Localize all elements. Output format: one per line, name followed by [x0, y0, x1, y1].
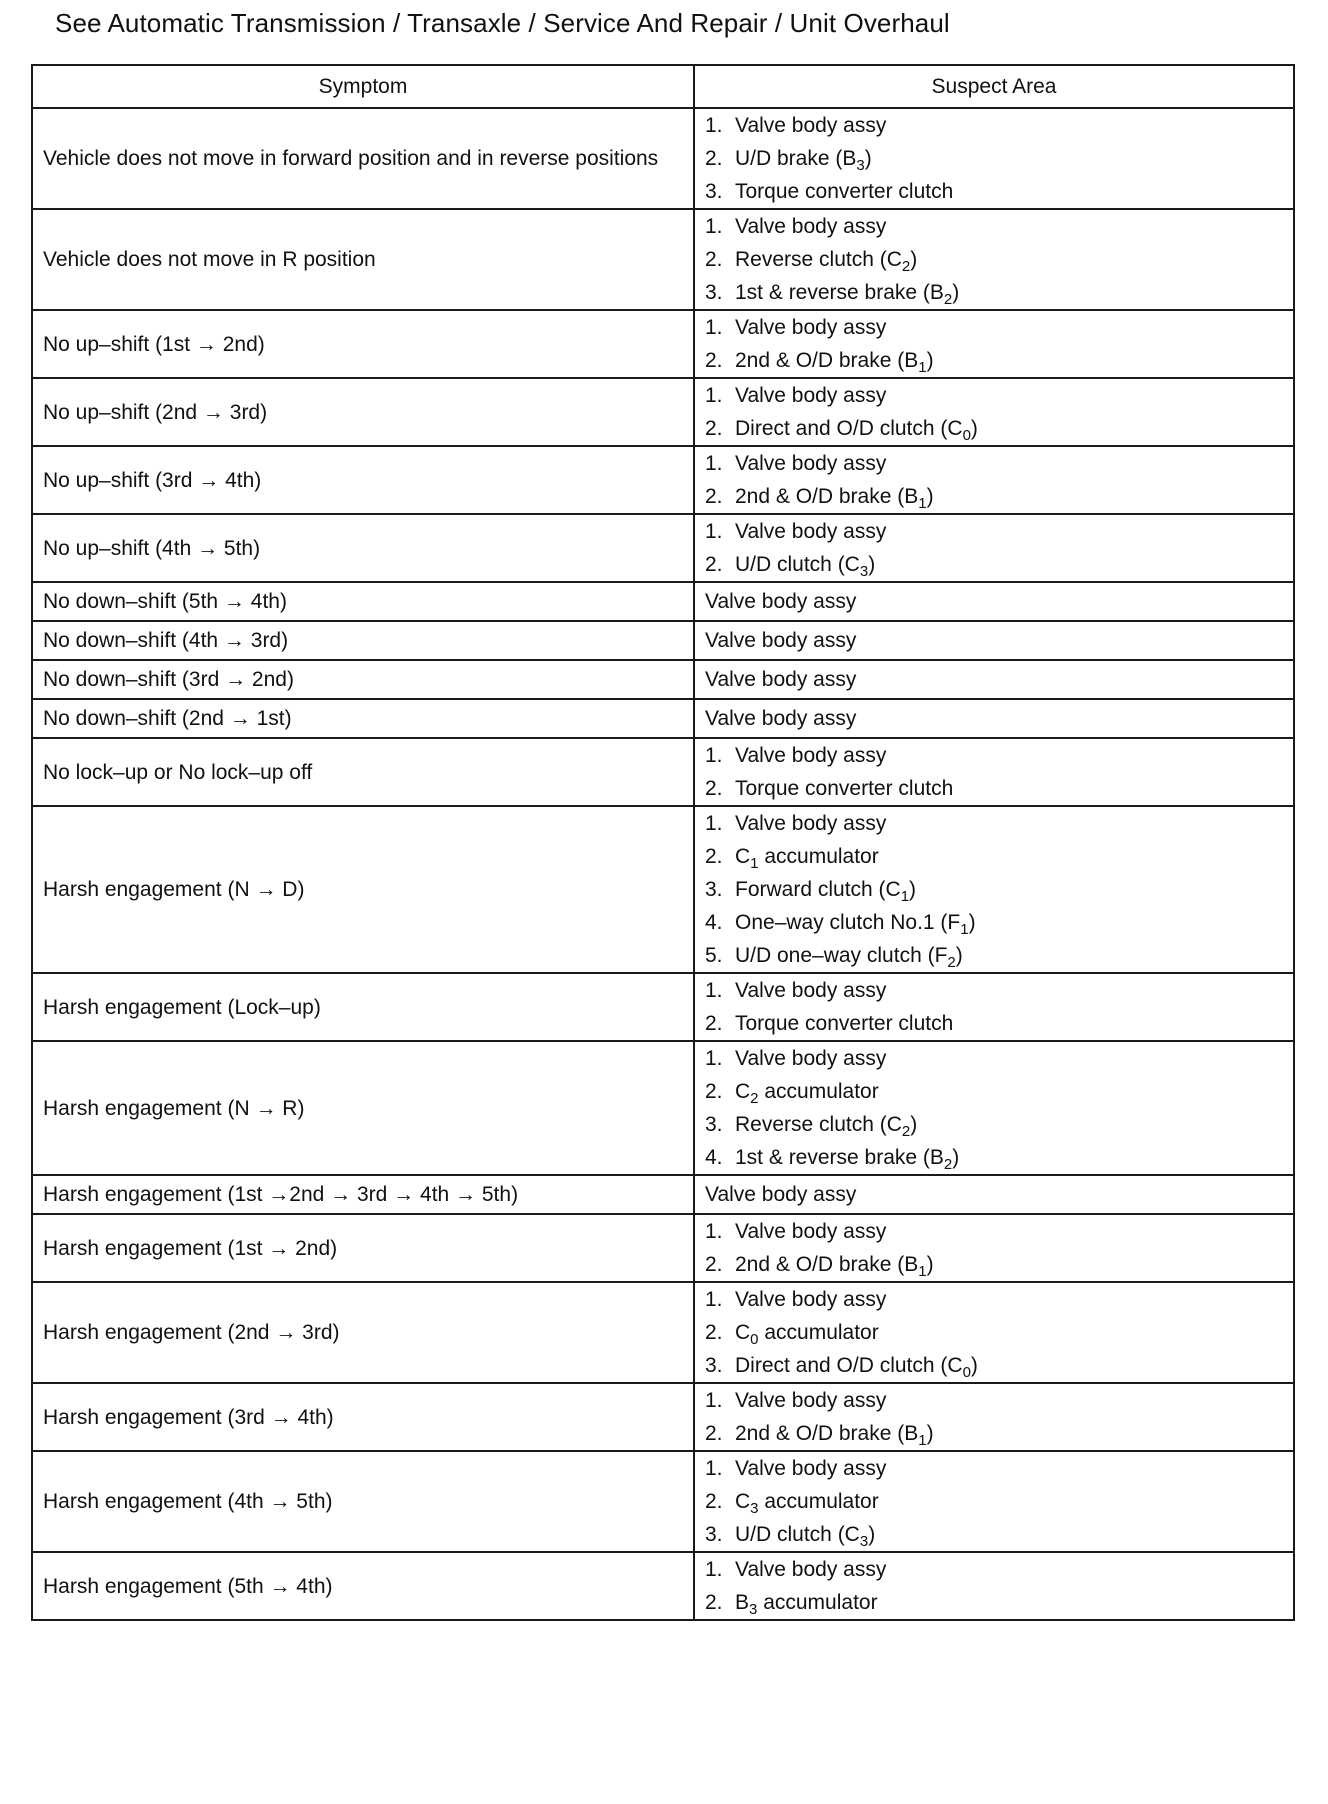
item-text: Valve body assy — [735, 215, 887, 238]
symptom-cell: No down–shift (5th → 4th) — [32, 582, 694, 621]
suspect-area-item — [705, 1108, 1283, 1141]
item-text: Valve body assy — [735, 384, 887, 407]
item-text-suffix: ) — [910, 248, 918, 271]
item-number: 1. — [705, 1288, 723, 1311]
suspect-area-cell — [694, 1175, 1294, 1214]
item-text: Forward clutch (C — [735, 878, 901, 901]
symptom-cell: Harsh engagement (1st →2nd → 3rd → 4th → 5th) — [32, 1175, 694, 1214]
item-text: 1st & reverse brake (B — [735, 281, 944, 304]
item-subscript: 2 — [943, 291, 953, 308]
table-row — [32, 660, 1294, 699]
table-body — [32, 108, 1294, 1620]
item-subscript: 2 — [901, 1123, 911, 1140]
item-number: 2. — [705, 147, 723, 170]
suspect-area-cell — [694, 514, 1294, 582]
item-text-suffix: accumulator — [758, 1321, 879, 1344]
item-text: Valve body assy — [735, 452, 887, 475]
item-text-suffix: ) — [868, 553, 876, 576]
item-subscript: 0 — [962, 427, 971, 444]
table-row — [32, 310, 1294, 378]
item-text: Direct and O/D clutch (C — [735, 1354, 963, 1377]
suspect-area-cell — [694, 582, 1294, 621]
symptom-cell: Harsh engagement (4th → 5th) — [32, 1451, 694, 1552]
suspect-area-item — [705, 515, 1283, 548]
item-text: Valve body assy — [735, 1558, 887, 1581]
item-number: 2. — [705, 1591, 723, 1614]
suspect-area-item — [705, 142, 1283, 175]
suspect-area-item — [705, 1178, 1283, 1211]
item-number: 3. — [705, 1113, 723, 1136]
suspect-area-item — [705, 243, 1283, 276]
item-number: 2. — [705, 1012, 723, 1035]
item-number: 4. — [705, 911, 723, 934]
table-row — [32, 973, 1294, 1041]
suspect-area-item — [705, 1215, 1283, 1248]
suspect-area-item — [705, 480, 1283, 513]
symptom-cell: No down–shift (2nd → 1st) — [32, 699, 694, 738]
item-number: 1. — [705, 744, 723, 767]
suspect-area-item — [705, 906, 1283, 939]
suspect-area-cell — [694, 378, 1294, 446]
item-text: Valve body assy — [735, 114, 887, 137]
suspect-area-cell — [694, 108, 1294, 209]
item-number: 2. — [705, 1422, 723, 1445]
item-number: 2. — [705, 845, 723, 868]
item-number: 2. — [705, 1253, 723, 1276]
item-text: 1st & reverse brake (B — [735, 1146, 944, 1169]
suspect-area-item — [705, 974, 1283, 1007]
item-number: 2. — [705, 349, 723, 372]
suspect-area-cell — [694, 973, 1294, 1041]
item-text: Valve body assy — [705, 590, 857, 613]
suspect-area-item — [705, 1283, 1283, 1316]
item-text: Valve body assy — [735, 316, 887, 339]
symptom-cell: No up–shift (3rd → 4th) — [32, 446, 694, 514]
table-row — [32, 806, 1294, 973]
suspect-area-item — [705, 1007, 1283, 1040]
item-text: Valve body assy — [705, 1183, 857, 1206]
item-text: U/D clutch (C — [735, 553, 860, 576]
symptom-cell: Harsh engagement (1st → 2nd) — [32, 1214, 694, 1282]
item-number: 3. — [705, 1523, 723, 1546]
item-text-suffix: ) — [926, 1422, 934, 1445]
suspect-area-item — [705, 873, 1283, 906]
item-subscript: 3 — [859, 563, 869, 580]
suspect-area-cell — [694, 699, 1294, 738]
item-text: Valve body assy — [735, 979, 887, 1002]
symptom-cell: Harsh engagement (5th → 4th) — [32, 1552, 694, 1620]
item-number: 1. — [705, 114, 723, 137]
page-title: See Automatic Transmission / Transaxle / Service And Repair / Unit Overhaul — [55, 8, 950, 38]
item-subscript: 1 — [960, 921, 969, 938]
suspect-area-item — [705, 276, 1283, 309]
item-text: One–way clutch No.1 (F — [735, 911, 961, 934]
suspect-area-item — [705, 379, 1283, 412]
table-row — [32, 514, 1294, 582]
table-row — [32, 1383, 1294, 1451]
symptom-cell: Vehicle does not move in forward position and in reverse positions — [32, 108, 694, 209]
item-text-suffix: ) — [952, 1146, 960, 1169]
item-text-suffix: ) — [968, 911, 976, 934]
item-text: 2nd & O/D brake (B — [735, 1422, 919, 1445]
item-text: C — [735, 845, 751, 868]
suspect-area-item — [705, 1349, 1283, 1382]
item-text-suffix: accumulator — [758, 1080, 879, 1103]
suspect-area-cell — [694, 660, 1294, 699]
item-number: 2. — [705, 1321, 723, 1344]
symptom-table — [31, 64, 1295, 1621]
item-text: 2nd & O/D brake (B — [735, 349, 919, 372]
item-text: 2nd & O/D brake (B — [735, 485, 919, 508]
item-number: 2. — [705, 1080, 723, 1103]
item-text-suffix: accumulator — [758, 845, 879, 868]
item-number: 1. — [705, 316, 723, 339]
item-subscript: 1 — [750, 855, 759, 872]
item-text-suffix: ) — [926, 1253, 934, 1276]
symptom-cell: Harsh engagement (N → R) — [32, 1041, 694, 1175]
item-number: 1. — [705, 979, 723, 1002]
symptom-cell: No down–shift (3rd → 2nd) — [32, 660, 694, 699]
symptom-cell: No up–shift (4th → 5th) — [32, 514, 694, 582]
suspect-area-item — [705, 1452, 1283, 1485]
item-number: 5. — [705, 944, 723, 967]
item-number: 1. — [705, 1457, 723, 1480]
suspect-area-item — [705, 624, 1283, 657]
suspect-area-item — [705, 702, 1283, 735]
suspect-area-item — [705, 1248, 1283, 1281]
suspect-area-item — [705, 1553, 1283, 1586]
suspect-area-cell — [694, 738, 1294, 806]
suspect-area-cell — [694, 209, 1294, 310]
item-number: 1. — [705, 1047, 723, 1070]
item-text: Torque converter clutch — [735, 180, 954, 203]
item-number: 1. — [705, 520, 723, 543]
item-subscript: 0 — [962, 1364, 971, 1381]
suspect-area-item — [705, 585, 1283, 618]
item-subscript: 1 — [918, 359, 927, 376]
suspect-area-item — [705, 739, 1283, 772]
item-text: U/D clutch (C — [735, 1523, 860, 1546]
item-number: 3. — [705, 878, 723, 901]
suspect-area-cell — [694, 1214, 1294, 1282]
suspect-area-cell — [694, 806, 1294, 973]
item-number: 2. — [705, 417, 723, 440]
table-row — [32, 582, 1294, 621]
item-number: 1. — [705, 452, 723, 475]
item-text: Reverse clutch (C — [735, 1113, 902, 1136]
item-text: Valve body assy — [735, 520, 887, 543]
symptom-cell: Harsh engagement (Lock–up) — [32, 973, 694, 1041]
symptom-cell: Harsh engagement (N → D) — [32, 806, 694, 973]
item-number: 1. — [705, 384, 723, 407]
item-number: 2. — [705, 485, 723, 508]
item-number: 1. — [705, 1558, 723, 1581]
table-row — [32, 1552, 1294, 1620]
table-row — [32, 108, 1294, 209]
item-text-suffix: ) — [864, 147, 872, 170]
table-row — [32, 1451, 1294, 1552]
item-number: 1. — [705, 1389, 723, 1412]
item-text-suffix: ) — [910, 1113, 918, 1136]
item-text: 2nd & O/D brake (B — [735, 1253, 919, 1276]
suspect-area-item — [705, 1042, 1283, 1075]
item-text: Direct and O/D clutch (C — [735, 417, 963, 440]
item-text: Reverse clutch (C — [735, 248, 902, 271]
item-subscript: 2 — [943, 1156, 953, 1173]
table-row — [32, 209, 1294, 310]
suspect-area-item — [705, 412, 1283, 445]
suspect-area-cell — [694, 310, 1294, 378]
item-text: Valve body assy — [735, 1389, 887, 1412]
suspect-area-item — [705, 311, 1283, 344]
suspect-area-item — [705, 447, 1283, 480]
suspect-area-item — [705, 1485, 1283, 1518]
table-row — [32, 378, 1294, 446]
suspect-area-item — [705, 807, 1283, 840]
item-subscript: 1 — [918, 1432, 927, 1449]
item-number: 1. — [705, 812, 723, 835]
suspect-area-cell — [694, 621, 1294, 660]
item-subscript: 3 — [749, 1601, 758, 1618]
symptom-cell: No up–shift (2nd → 3rd) — [32, 378, 694, 446]
suspect-area-item — [705, 1586, 1283, 1619]
item-text: Valve body assy — [735, 1288, 887, 1311]
item-text: C — [735, 1490, 751, 1513]
symptom-cell: Harsh engagement (2nd → 3rd) — [32, 1282, 694, 1383]
item-subscript: 1 — [918, 1263, 927, 1280]
suspect-area-item — [705, 1316, 1283, 1349]
suspect-area-item — [705, 175, 1283, 208]
table-row — [32, 1041, 1294, 1175]
suspect-area-cell — [694, 446, 1294, 514]
suspect-area-cell — [694, 1552, 1294, 1620]
item-subscript: 1 — [900, 888, 910, 905]
suspect-area-cell — [694, 1282, 1294, 1383]
item-subscript: 2 — [901, 258, 911, 275]
suspect-area-item — [705, 1518, 1283, 1551]
item-text-suffix: ) — [955, 944, 963, 967]
item-text: Valve body assy — [735, 1047, 887, 1070]
item-text-suffix: accumulator — [758, 1490, 879, 1513]
suspect-area-item — [705, 772, 1283, 805]
item-text: B — [735, 1591, 750, 1614]
table-row — [32, 699, 1294, 738]
item-number: 2. — [705, 1490, 723, 1513]
table-row — [32, 1175, 1294, 1214]
symptom-cell: No lock–up or No lock–up off — [32, 738, 694, 806]
item-text: Valve body assy — [735, 812, 887, 835]
item-number: 1. — [705, 215, 723, 238]
item-number: 2. — [705, 777, 723, 800]
item-text: Torque converter clutch — [735, 1012, 954, 1035]
item-text-suffix: ) — [926, 349, 934, 372]
table-row — [32, 1282, 1294, 1383]
item-subscript: 0 — [750, 1331, 759, 1348]
symptom-cell: Vehicle does not move in R position — [32, 209, 694, 310]
table-header-row — [32, 65, 1294, 108]
item-text: Valve body assy — [735, 744, 887, 767]
suspect-area-item — [705, 840, 1283, 873]
item-text: Valve body assy — [735, 1457, 887, 1480]
item-number: 2. — [705, 248, 723, 271]
item-text: C — [735, 1321, 751, 1344]
suspect-area-cell — [694, 1383, 1294, 1451]
item-text: C — [735, 1080, 751, 1103]
item-subscript: 3 — [856, 157, 865, 174]
item-number: 3. — [705, 281, 723, 304]
suspect-area-item — [705, 1141, 1283, 1174]
item-text: Valve body assy — [705, 707, 857, 730]
suspect-area-cell — [694, 1451, 1294, 1552]
item-text: Valve body assy — [735, 1220, 887, 1243]
item-subscript: 2 — [947, 954, 956, 971]
suspect-area-item — [705, 1384, 1283, 1417]
suspect-area-column-header: Suspect Area — [694, 65, 1294, 108]
item-text: U/D one–way clutch (F — [735, 944, 948, 967]
suspect-area-item — [705, 344, 1283, 377]
item-number: 1. — [705, 1220, 723, 1243]
item-text: Valve body assy — [705, 629, 857, 652]
item-text-suffix: ) — [970, 1354, 978, 1377]
suspect-area-item — [705, 1075, 1283, 1108]
suspect-area-item — [705, 663, 1283, 696]
item-number: 3. — [705, 180, 723, 203]
table-row — [32, 446, 1294, 514]
suspect-area-item — [705, 109, 1283, 142]
item-subscript: 1 — [918, 495, 927, 512]
symptom-cell: No down–shift (4th → 3rd) — [32, 621, 694, 660]
suspect-area-item — [705, 210, 1283, 243]
table-row — [32, 1214, 1294, 1282]
item-number: 2. — [705, 553, 723, 576]
symptom-cell: Harsh engagement (3rd → 4th) — [32, 1383, 694, 1451]
item-text-suffix: accumulator — [757, 1591, 878, 1614]
suspect-area-item — [705, 939, 1283, 972]
table-row — [32, 621, 1294, 660]
item-text: Torque converter clutch — [735, 777, 954, 800]
suspect-area-item — [705, 1417, 1283, 1450]
symptom-cell: No up–shift (1st → 2nd) — [32, 310, 694, 378]
table-row — [32, 738, 1294, 806]
item-number: 3. — [705, 1354, 723, 1377]
item-text-suffix: ) — [909, 878, 917, 901]
item-text-suffix: ) — [868, 1523, 876, 1546]
item-subscript: 3 — [750, 1500, 759, 1517]
item-text: Valve body assy — [705, 668, 857, 691]
suspect-area-item — [705, 548, 1283, 581]
item-subscript: 2 — [750, 1090, 759, 1107]
item-subscript: 3 — [859, 1533, 869, 1550]
suspect-area-cell — [694, 1041, 1294, 1175]
item-text-suffix: ) — [952, 281, 960, 304]
item-text-suffix: ) — [926, 485, 934, 508]
item-text: U/D brake (B — [735, 147, 857, 170]
symptom-column-header: Symptom — [32, 65, 694, 108]
item-number: 4. — [705, 1146, 723, 1169]
item-text-suffix: ) — [970, 417, 978, 440]
